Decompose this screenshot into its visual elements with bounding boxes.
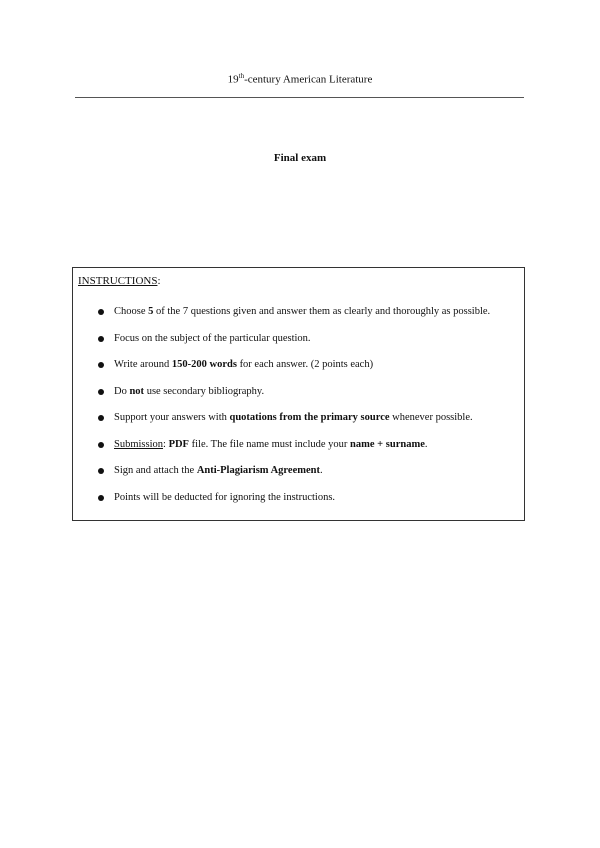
item-text: Sign and attach the [114,465,197,476]
item-text: Support your answers with [114,412,230,423]
item-text: Points will be deducted for ignoring the instructions. [114,491,336,503]
item-text: Focus on the subject of the particular question. [114,332,311,344]
instructions-list [73,305,524,517]
item-text: of the 7 questions given and answer them as clearly and thoroughly as possible. [153,306,491,317]
item-emphasis: quotations from the primary source [229,412,390,423]
item-text: for each answer. (2 points each) [236,359,374,370]
item-emphasis: not [129,385,145,397]
item-text: Write around [114,359,172,370]
item-text: : [163,438,169,450]
course-ordinal-suffix: th [238,72,245,80]
list-item [73,332,524,359]
list-item [73,464,524,491]
course-number: 19 [227,73,239,86]
item-text: whenever possible. [389,412,473,423]
item-text: . [424,438,428,450]
item-text: Choose [114,306,149,317]
bullet-icon [98,415,104,421]
header-divider [75,97,524,98]
list-item [73,491,524,518]
item-emphasis: Anti-Plagiarism Agreement [196,465,320,476]
bullet-icon [98,362,104,368]
course-title: -century American Literature [244,73,373,86]
instructions-heading-colon: : [157,275,161,287]
bullet-icon [98,336,104,342]
list-item [73,411,524,438]
item-text: Do [114,385,130,397]
item-emphasis: name + surname [350,438,425,450]
item-text: use secondary bibliography. [144,385,265,397]
list-item [73,305,524,332]
page-title: Final exam [273,152,327,164]
instructions-heading [78,275,161,287]
instructions-box [72,267,525,521]
list-item [73,385,524,412]
item-underlined: Submission [114,438,164,450]
item-text: . [319,465,323,476]
bullet-icon [98,309,104,315]
bullet-icon [98,468,104,474]
bullet-icon [98,495,104,501]
item-text: file. The file name must include your [188,438,351,450]
list-item [73,438,524,465]
list-item [73,358,524,385]
course-header [0,72,600,86]
bullet-icon [98,442,104,448]
item-emphasis: 5 [148,306,154,317]
instructions-heading-label: INSTRUCTIONS [78,275,158,287]
item-emphasis: PDF [168,438,189,450]
bullet-icon [98,389,104,395]
item-emphasis: 150-200 words [171,359,237,370]
